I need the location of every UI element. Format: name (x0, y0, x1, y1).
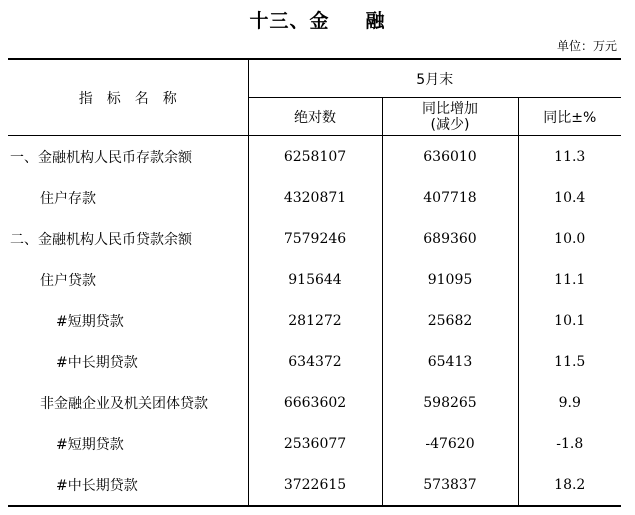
row-pct: 10.1 (554, 312, 586, 329)
row-name: #中长期贷款 (8, 341, 248, 382)
table-row (8, 382, 621, 423)
header-absolute: 绝对数 (248, 98, 382, 136)
row-name: 非金融企业及机关团体贷款 (8, 382, 248, 423)
row-absolute: 6258107 (248, 136, 382, 178)
title-part-1: 十三、金 (249, 10, 330, 32)
row-absolute: 915644 (248, 259, 382, 300)
page-title (0, 6, 635, 30)
row-absolute: 281272 (248, 300, 382, 341)
table-row (8, 423, 621, 464)
row-pct: 9.9 (558, 394, 581, 411)
table-row (8, 464, 621, 506)
table-row (8, 218, 621, 259)
row-absolute: 3722615 (248, 464, 382, 506)
row-absolute: 7579246 (248, 218, 382, 259)
header-yoy-increase (382, 98, 518, 136)
table-row (8, 136, 621, 178)
header-yoy-pct: 同比±% (518, 98, 621, 136)
row-name: #短期贷款 (8, 423, 248, 464)
row-absolute: 4320871 (248, 177, 382, 218)
header-yoy-increase-line1: 同比增加 (422, 100, 478, 117)
row-increase: 689360 (382, 218, 518, 259)
row-name: 一、金融机构人民币存款余额 (8, 136, 248, 178)
header-indicator-name: 指标名称 (8, 59, 248, 136)
table-row (8, 341, 621, 382)
row-absolute: 634372 (248, 341, 382, 382)
finance-table (8, 58, 621, 507)
row-pct: 10.4 (554, 189, 586, 206)
row-pct: 11.3 (554, 148, 586, 165)
row-pct: -1.8 (556, 435, 584, 452)
row-pct: 11.1 (554, 271, 586, 288)
row-increase: 573837 (382, 464, 518, 506)
row-increase: 598265 (382, 382, 518, 423)
table-row (8, 300, 621, 341)
row-name: 住户贷款 (8, 259, 248, 300)
row-increase: 91095 (382, 259, 518, 300)
row-pct: 18.2 (518, 464, 621, 506)
title-part-2: 融 (365, 10, 386, 32)
row-name: 二、金融机构人民币贷款余额 (8, 218, 248, 259)
row-increase: 65413 (382, 341, 518, 382)
row-absolute: 2536077 (248, 423, 382, 464)
row-pct: 11.5 (554, 353, 586, 370)
table-row (8, 259, 621, 300)
table-row (8, 177, 621, 218)
row-pct: 10.0 (554, 230, 586, 247)
row-name: 住户存款 (8, 177, 248, 218)
row-name: #中长期贷款 (8, 464, 248, 506)
row-increase: 25682 (382, 300, 518, 341)
row-name: #短期贷款 (8, 300, 248, 341)
header-period: 5月末 (248, 59, 621, 98)
row-absolute: 6663602 (248, 382, 382, 423)
row-increase: 636010 (382, 136, 518, 178)
unit-label: 单位：万元 (556, 39, 617, 53)
row-increase: 407718 (382, 177, 518, 218)
row-increase: -47620 (382, 423, 518, 464)
header-yoy-increase-line2: (减少) (430, 116, 470, 133)
